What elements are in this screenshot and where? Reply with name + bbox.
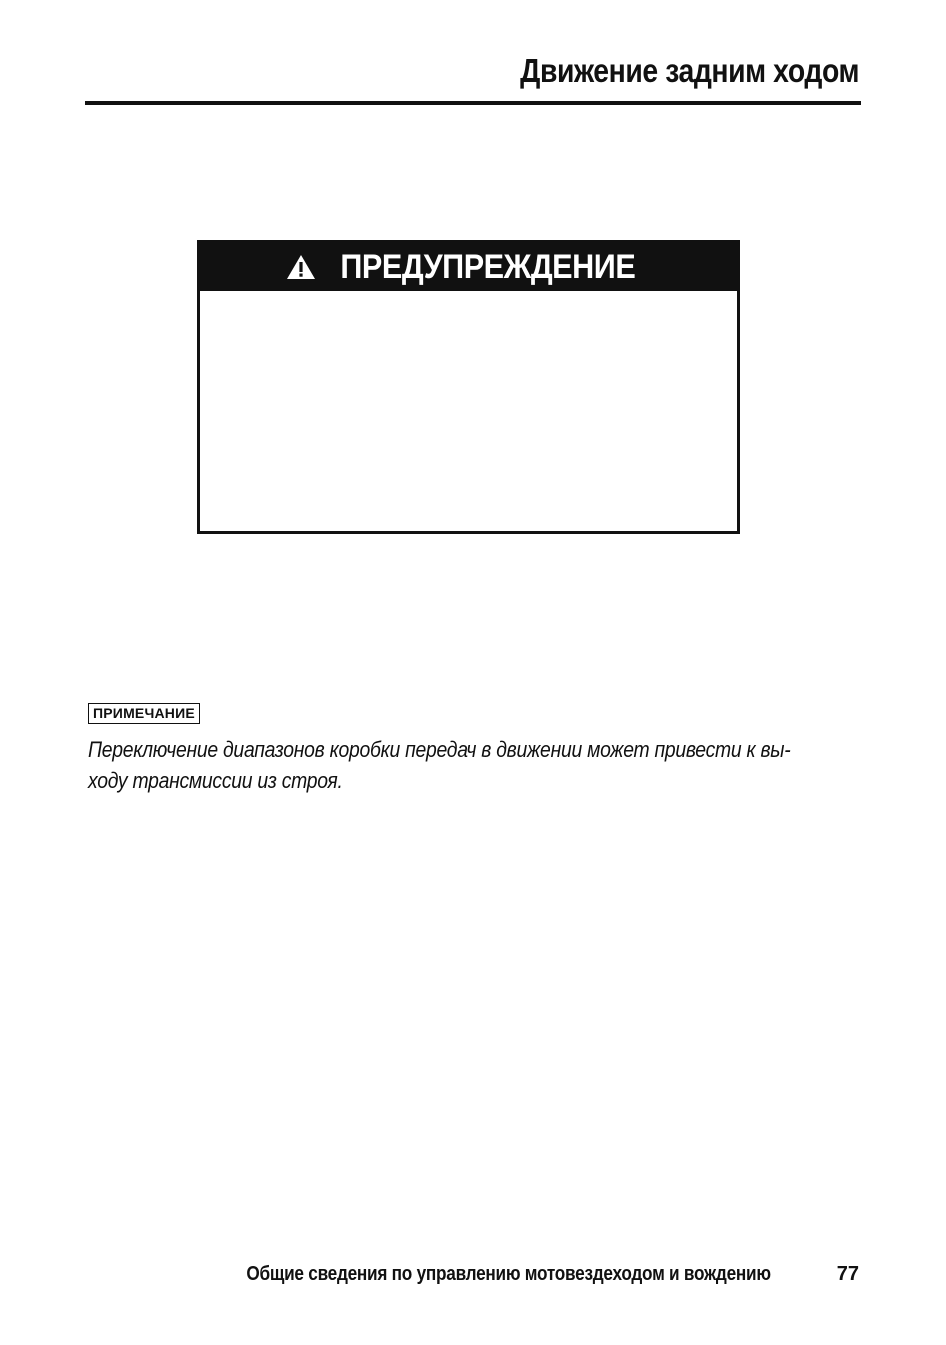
warning-box <box>197 240 740 534</box>
note-label: ПРИМЕЧАНИЕ <box>88 703 200 724</box>
warning-title: ПРЕДУПРЕЖДЕНИЕ <box>340 247 635 286</box>
title-divider <box>85 101 861 105</box>
page-title: Движение задним ходом <box>520 52 859 89</box>
warning-body <box>200 291 737 531</box>
note-text <box>88 734 868 796</box>
note-text-line: Переключение диапазонов коробки передач в движении может привести к вы- <box>88 737 791 762</box>
footer-section-title: Общие сведения по управлению мотовездеходом и вождению <box>246 1263 771 1285</box>
warning-triangle-icon <box>286 253 316 281</box>
page-number: 77 <box>836 1263 859 1285</box>
note-text-line: ходу трансмиссии из строя. <box>88 768 343 793</box>
warning-header <box>200 243 737 291</box>
